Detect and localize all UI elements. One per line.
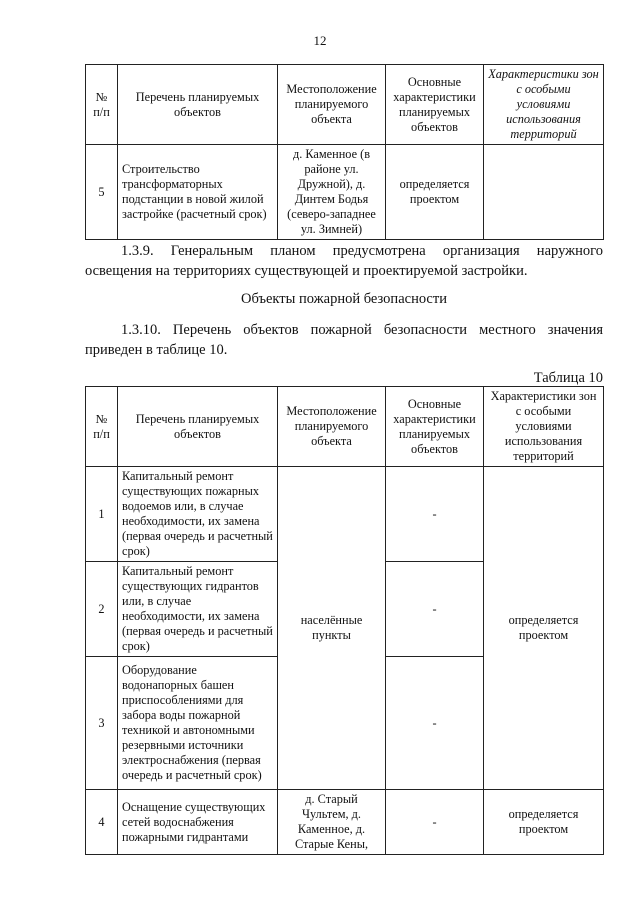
row-number: 3: [86, 657, 118, 790]
row-name: Капитальный ремонт существующих гидрантов или, в случае необходимости, их замена (первая очередь и расчетный срок): [118, 562, 278, 657]
table-header-row: [86, 387, 604, 467]
row-characteristics: -: [386, 467, 484, 562]
table-row: [86, 467, 604, 562]
header-location: Местоположение планируемого объекта: [278, 65, 386, 145]
row-name: Строительство трансформаторных подстанции в новой жилой застройке (расчетный срок): [118, 145, 278, 240]
header-objects: Перечень планируемых объектов: [118, 65, 278, 145]
row-zones: определяется проектом: [484, 790, 604, 855]
row-number: 2: [86, 562, 118, 657]
row-location: д. Старый Чультем, д. Каменное, д. Старые Кены,: [278, 790, 386, 855]
paragraph-1-3-10: [85, 320, 603, 360]
row-number: 5: [86, 145, 118, 240]
row-characteristics: определяется проектом: [386, 145, 484, 240]
table-row: [86, 145, 604, 240]
row-characteristics: -: [386, 790, 484, 855]
header-characteristics: Основные характеристики планируемых объектов: [386, 65, 484, 145]
row-zones: [484, 145, 604, 240]
row-name: Капитальный ремонт существующих пожарных водоемов или, в случае необходимости, их замена (первая очередь и расчетный срок): [118, 467, 278, 562]
table-10: [85, 386, 604, 855]
row-characteristics: -: [386, 657, 484, 790]
row-name: Оснащение существующих сетей водоснабжения пожарными гидрантами: [118, 790, 278, 855]
table-label: Таблица 10: [533, 370, 603, 386]
row-characteristics: -: [386, 562, 484, 657]
paragraph-1-3-10-text: 1.3.10. Перечень объектов пожарной безопасности местного значения приведен в таблице 10.: [85, 322, 603, 358]
table-header-row: [86, 65, 604, 145]
header-zones: Характеристики зон с особыми условиями использования территорий: [484, 387, 604, 467]
row-number: 1: [86, 467, 118, 562]
merged-zones: определяется проектом: [484, 467, 604, 790]
merged-location: населённые пункты: [278, 467, 386, 790]
header-number: № п/п: [86, 65, 118, 145]
paragraph-1-3-9: [85, 241, 603, 281]
paragraph-1-3-9-text: 1.3.9. Генеральным планом предусмотрена организация наружного освещения на территориях существующей и проектируемой застройки.: [85, 243, 603, 279]
section-heading: Объекты пожарной безопасности: [241, 291, 447, 307]
row-number: 4: [86, 790, 118, 855]
table-9: [85, 64, 604, 240]
row-location: д. Каменное (в районе ул. Дружной), д. Динтем Бодья (северо-западнее ул. Зимней): [278, 145, 386, 240]
header-objects: Перечень планируемых объектов: [118, 387, 278, 467]
header-zones: Характеристики зон с особыми условиями использования территорий: [484, 65, 604, 145]
row-name: Оборудование водонапорных башен приспособлениями для забора воды пожарной техникой и автономными резервными источники электроснабжения (первая очередь и расчетный срок): [118, 657, 278, 790]
header-characteristics: Основные характеристики планируемых объектов: [386, 387, 484, 467]
table-row: [86, 790, 604, 855]
header-number: № п/п: [86, 387, 118, 467]
page-number: 12: [313, 33, 327, 48]
header-location: Местоположение планируемого объекта: [278, 387, 386, 467]
